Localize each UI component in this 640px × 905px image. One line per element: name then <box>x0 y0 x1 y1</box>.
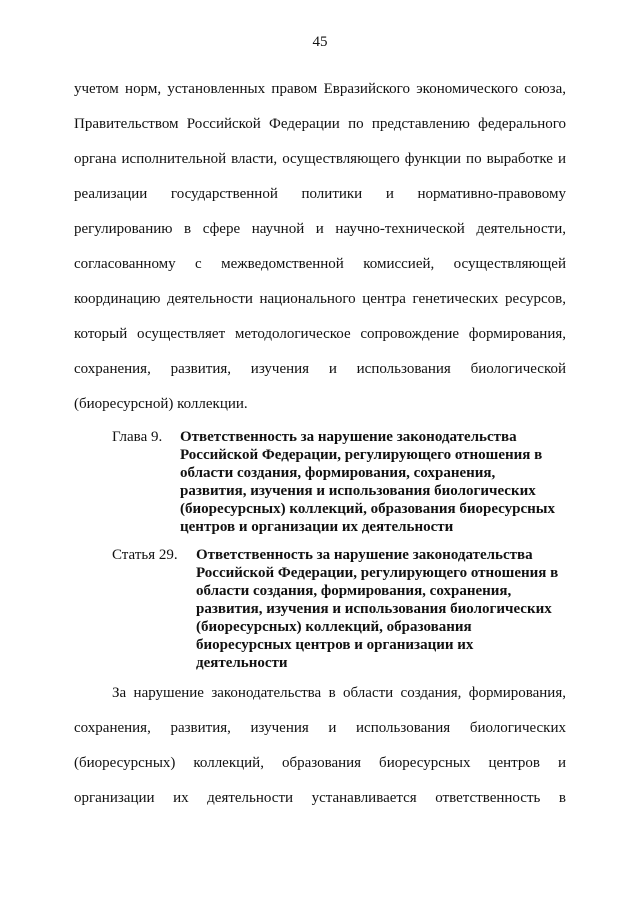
chapter-title-line: Российской Федерации, регулирующего отношения в <box>180 447 543 463</box>
chapter-title-line: развития, изучения и использования биологических <box>180 483 536 499</box>
paragraph-line: регулированию в сфере научной и научно-технической деятельности, <box>74 221 566 237</box>
page-number: 45 <box>312 34 328 50</box>
paragraph-line: согласованному с межведомственной комиссией, осуществляющей <box>74 256 566 272</box>
paragraph-line: учетом норм, установленных правом Евразийского экономического союза, <box>74 81 566 97</box>
paragraph-line: За нарушение законодательства в области создания, формирования, <box>112 685 566 701</box>
chapter-title-line: (биоресурсных) коллекций, образования биоресурсных <box>180 501 555 517</box>
paragraph-line: организации их деятельности устанавливается ответственность в <box>74 790 566 806</box>
article-title-line: биоресурсных центров и организации их <box>196 637 474 653</box>
paragraph-line: реализации государственной политики и нормативно-правовому <box>74 186 566 202</box>
paragraph-line: органа исполнительной власти, осуществляющего функции по выработке и <box>74 151 566 167</box>
paragraph-line: сохранения, развития, изучения и использования биологических <box>74 720 566 736</box>
article-title-line: (биоресурсных) коллекций, образования <box>196 619 472 635</box>
article-title-line: развития, изучения и использования биологических <box>196 601 552 617</box>
paragraph-line: (биоресурсной) коллекции. <box>74 396 248 412</box>
paragraph-line: сохранения, развития, изучения и использования биологической <box>74 361 566 377</box>
chapter-title-line: Ответственность за нарушение законодательства <box>180 429 517 445</box>
chapter-title-line: центров и организации их деятельности <box>180 519 454 535</box>
article-title-line: области создания, формирования, сохранения, <box>196 583 512 599</box>
paragraph-line: Правительством Российской Федерации по представлению федерального <box>74 116 566 132</box>
paragraph-line: который осуществляет методологическое сопровождение формирования, <box>74 326 566 342</box>
paragraph-line: координацию деятельности национального центра генетических ресурсов, <box>74 291 566 307</box>
chapter-title-line: области создания, формирования, сохранения, <box>180 465 496 481</box>
article-title-line: Ответственность за нарушение законодательства <box>196 547 533 563</box>
article-label: Статья 29. <box>112 547 178 563</box>
article-title-line: Российской Федерации, регулирующего отношения в <box>196 565 559 581</box>
paragraph-line: (биоресурсных) коллекций, образования биоресурсных центров и <box>74 755 566 771</box>
chapter-label: Глава 9. <box>112 429 163 445</box>
article-title-line: деятельности <box>196 655 288 671</box>
